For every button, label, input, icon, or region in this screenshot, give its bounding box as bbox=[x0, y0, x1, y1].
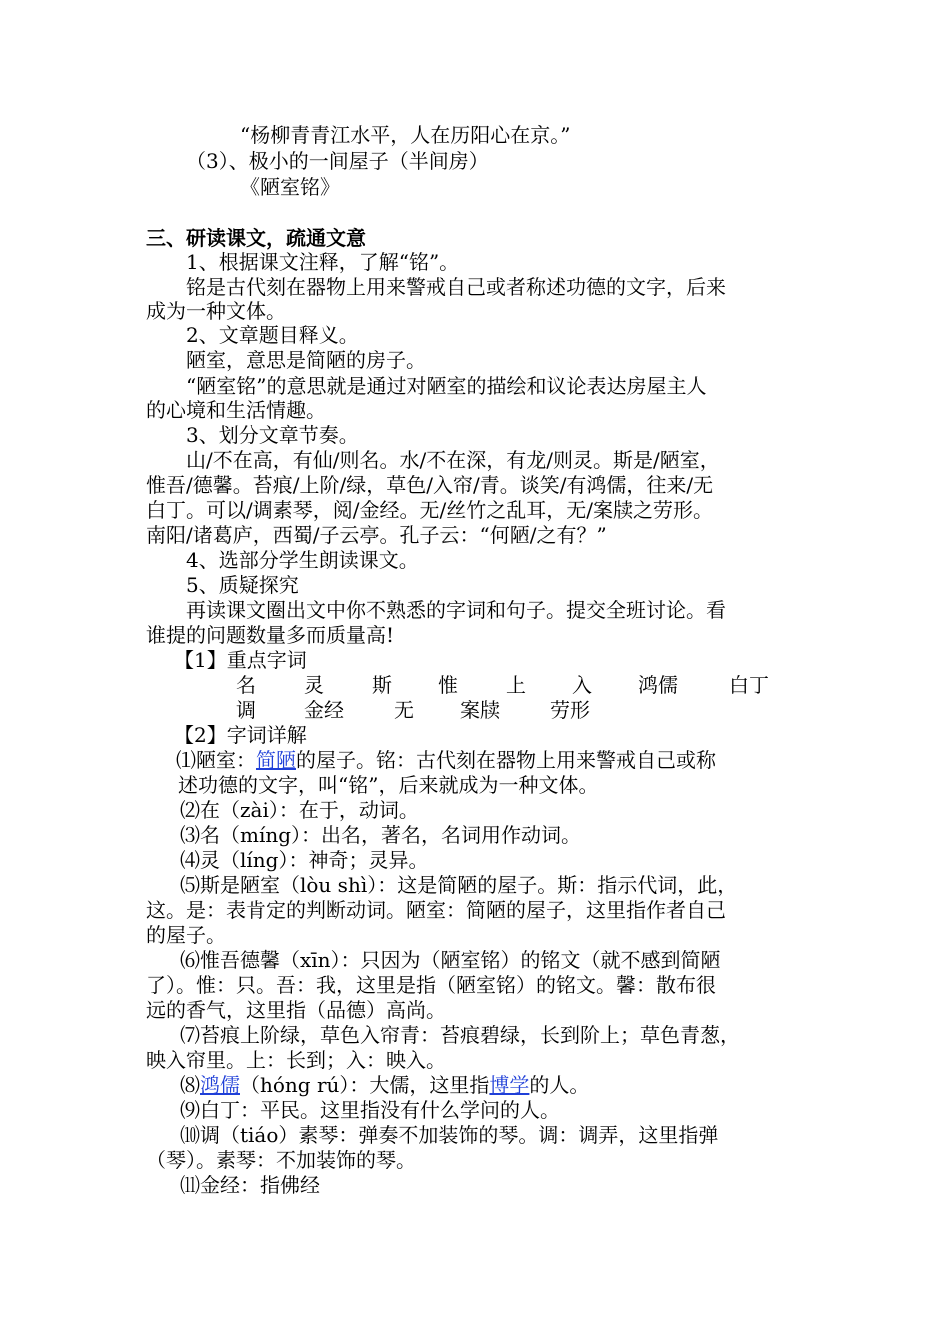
definition-prefix: ⑻ bbox=[180, 1073, 200, 1097]
definition-line: ⑷灵（líng）：神奇；灵异。 bbox=[180, 848, 429, 872]
definition-line bbox=[176, 748, 848, 773]
text-rhythm-line: 白丁。可以/调素琴，阅/金经。无/丝竹之乱耳，无/案牍之劳形。 bbox=[146, 498, 713, 522]
definition-text: 的人。 bbox=[529, 1073, 590, 1097]
key-word: 入 bbox=[572, 673, 592, 697]
key-word: 案牍 bbox=[460, 698, 500, 722]
definition-text: 的屋子。铭：古代刻在器物上用来警戒自己或称 bbox=[296, 748, 716, 772]
section-heading: 三、研读课文，疏通文意 bbox=[146, 226, 366, 250]
paragraph-line: 铭是古代刻在器物上用来警戒自己或者称述功德的文字，后来 bbox=[186, 275, 726, 299]
definition-line: （琴）。素琴：不加装饰的琴。 bbox=[146, 1148, 416, 1172]
key-word: 斯 bbox=[372, 673, 392, 697]
key-word: 上 bbox=[506, 673, 526, 697]
key-word: 调 bbox=[236, 698, 256, 722]
definition-line: ⑾金经：指佛经 bbox=[180, 1173, 320, 1197]
paragraph-line: 陋室，意思是简陋的房子。 bbox=[186, 348, 426, 372]
paragraph-line: 成为一种文体。 bbox=[146, 299, 286, 323]
definition-line: ⑽调（tiáo）素琴：弹奏不加装饰的琴。调：调弄，这里指弹 bbox=[180, 1123, 719, 1147]
definition-line: 述功德的文字，叫“铭”，后来就成为一种文体。 bbox=[178, 773, 599, 797]
paragraph-line: 再读课文圈出文中你不熟悉的字词和句子。提交全班讨论。看 bbox=[186, 598, 726, 622]
key-word: 灵 bbox=[304, 673, 324, 697]
key-word: 白丁 bbox=[729, 673, 769, 697]
key-word: 劳形 bbox=[550, 698, 590, 722]
book-title: 《陋室铭》 bbox=[240, 175, 340, 199]
subheading-word-details: 【2】字词详解 bbox=[174, 723, 307, 747]
paragraph-line: 的心境和生活情趣。 bbox=[146, 398, 326, 422]
key-word: 金经 bbox=[304, 698, 344, 722]
text-rhythm-line: 惟吾/德馨。苔痕/上阶/绿，草色/入帘/青。谈笑/有鸿儒，往来/无 bbox=[146, 473, 714, 497]
hyperlink-hongru[interactable]: 鸿儒 bbox=[200, 1073, 240, 1097]
definition-line: ⑸斯是陋室（lòu shì）：这是简陋的屋子。斯：指示代词，此， bbox=[180, 873, 738, 897]
definition-line: 的屋子。 bbox=[146, 923, 226, 947]
definition-text: （hóng rú）：大儒，这里指 bbox=[240, 1073, 490, 1097]
definition-line: ⑺苔痕上阶绿，草色入帘青：苔痕碧绿，长到阶上；草色青葱， bbox=[180, 1023, 740, 1047]
definition-line: 映入帘里。上：长到；入：映入。 bbox=[146, 1048, 446, 1072]
definition-line: ⑵在（zài）：在于，动词。 bbox=[180, 798, 419, 822]
step-4: 4、选部分学生朗读课文。 bbox=[186, 548, 419, 572]
key-word: 鸿儒 bbox=[638, 673, 678, 697]
step-1: 1、根据课文注释，了解“铭”。 bbox=[186, 250, 460, 274]
key-word: 惟 bbox=[438, 673, 458, 697]
poem-quote: “杨柳青青江水平，人在历阳心在京。” bbox=[240, 123, 571, 147]
paragraph-line: 谁提的问题数量多而质量高! bbox=[146, 623, 395, 647]
step-2: 2、文章题目释义。 bbox=[186, 323, 359, 347]
definition-prefix: ⑴陋室： bbox=[176, 748, 256, 772]
text-rhythm-line: 山/不在高，有仙/则名。水/不在深，有龙/则灵。斯是/陋室， bbox=[186, 448, 720, 472]
definition-line: 远的香气，这里指（品德）高尚。 bbox=[146, 998, 446, 1022]
text-rhythm-line: 南阳/诸葛庐，西蜀/子云亭。孔子云：“何陋/之有？” bbox=[146, 523, 607, 547]
subheading-key-words: 【1】重点字词 bbox=[174, 648, 307, 672]
definition-line: 这。是：表肯定的判断动词。陋室：简陋的屋子，这里指作者自己 bbox=[146, 898, 726, 922]
definition-line: ⑹惟吾德馨（xīn）：只因为（陋室铭）的铭文（就不感到简陋 bbox=[180, 948, 721, 972]
definition-line: ⑶名（míng）：出名，著名，名词用作动词。 bbox=[180, 823, 582, 847]
list-item-3: （3）、极小的一间屋子（半间房） bbox=[186, 149, 489, 173]
key-word: 无 bbox=[394, 698, 414, 722]
hyperlink-jianlou[interactable]: 简陋 bbox=[256, 748, 296, 772]
step-5: 5、质疑探究 bbox=[186, 573, 299, 597]
hyperlink-boxue[interactable]: 博学 bbox=[489, 1073, 530, 1097]
definition-line: 了）。惟：只。吾：我，这里是指（陋室铭）的铭文。馨：散布很 bbox=[146, 973, 716, 997]
paragraph-line: “陋室铭”的意思就是通过对陋室的描绘和议论表达房屋主人 bbox=[186, 374, 707, 398]
definition-line: ⑼白丁：平民。这里指没有什么学问的人。 bbox=[180, 1098, 560, 1122]
step-3: 3、划分文章节奏。 bbox=[186, 423, 359, 447]
definition-line bbox=[180, 1073, 852, 1098]
key-word: 名 bbox=[236, 673, 256, 697]
